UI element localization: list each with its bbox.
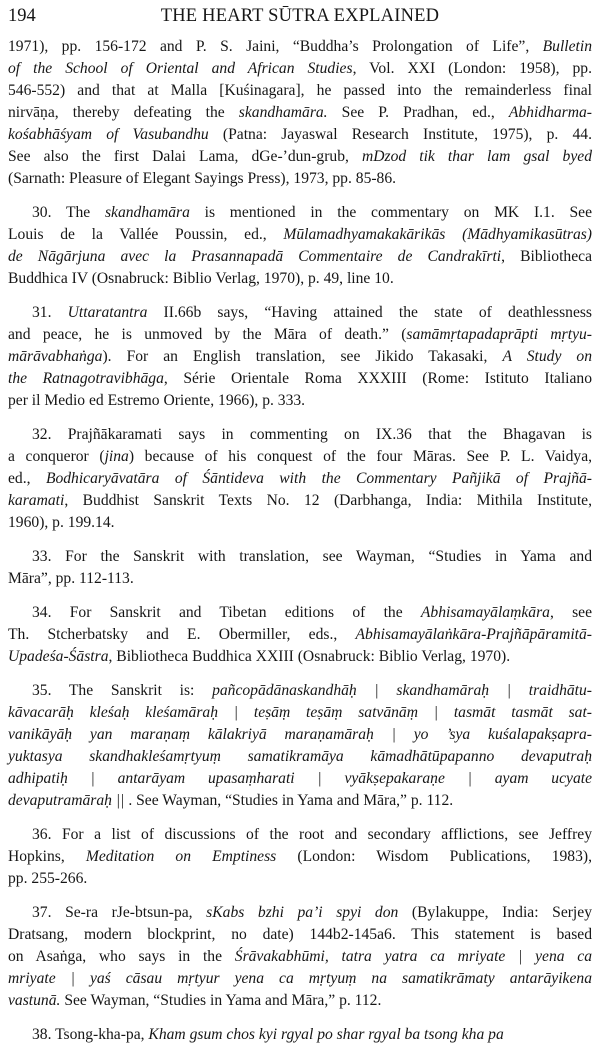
text-line — [8, 568, 592, 590]
italic-text: the Ratnagotravibhāga — [8, 370, 164, 387]
italic-text: of the School of Oriental and African Studies — [8, 60, 353, 77]
text-line — [8, 846, 592, 868]
text-run: 36. For a list of discussions of the root and secondary afflictions, see Jeffrey — [32, 826, 592, 843]
text-line — [8, 390, 592, 412]
text-line — [8, 946, 592, 968]
text-line — [8, 102, 592, 124]
italic-text: A Study on — [502, 348, 592, 365]
text-run: 35. The Sanskrit is: — [32, 682, 213, 699]
italic-text: vastunā. — [8, 992, 61, 1009]
text-line — [8, 324, 592, 346]
text-run: per il Medio ed Estremo Oriente, 1966), p. 333. — [8, 392, 306, 409]
text-run: 31. — [32, 304, 68, 321]
italic-text: mārāvabhaṅga — [8, 348, 103, 365]
text-run: is mentioned in the commentary on MK I.1. See — [189, 204, 592, 221]
text-run: , Vol. XXI (London: 1958), pp. — [352, 60, 592, 77]
text-run: , Série Orientale Roma XXXIII (Rome: Istituto Italiano — [163, 370, 593, 387]
text-run: 34. For Sanskrit and Tibetan editions of the — [32, 604, 421, 621]
italic-text: skandhamāra. — [238, 104, 328, 121]
italic-text: yuktasya skandhakleśamṛtyuṃ samatikramāya kāmadhātūpapanno devaputraḥ — [8, 748, 592, 765]
text-line — [8, 424, 592, 446]
italic-text: karamati — [8, 492, 65, 509]
text-run: Māra”, pp. 112-113. — [8, 570, 134, 587]
italic-text: Bodhicaryāvatāra of Śāntideva with the Commentary Pañjikā of Prajñā- — [45, 470, 592, 487]
endnote-32 — [8, 424, 592, 534]
text-run: 30. The — [32, 204, 105, 221]
italic-text: Abhidharma- — [508, 104, 592, 121]
text-line — [8, 36, 592, 58]
text-run: , Bibliotheca — [501, 248, 592, 265]
text-line — [8, 80, 592, 102]
text-run: (Patna: Jayaswal Research Institute, 1975), p. 44. — [208, 126, 592, 143]
text-line — [8, 490, 592, 512]
text-line — [8, 202, 592, 224]
text-line — [8, 968, 592, 990]
text-line — [8, 124, 592, 146]
italic-text: de Nāgārjuna avec la Prasannapadā Commentaire de Candrakīrti — [8, 248, 502, 265]
text-line — [8, 602, 592, 624]
text-run: pp. 255-266. — [8, 870, 88, 887]
text-run: . See Wayman, “Studies in Yama and Māra,” p. 112. — [124, 792, 454, 809]
text-run: (Sarnath: Pleasure of Elegant Sayings Press), 1973, pp. 85-86. — [8, 170, 397, 187]
text-line — [8, 768, 592, 790]
text-line — [8, 302, 592, 324]
text-line — [8, 680, 592, 702]
italic-text: skandhamāra — [104, 204, 190, 221]
note-continuation — [8, 36, 592, 190]
text-run: See also the first Dalai Lama, dGe-’dun-grub, — [8, 148, 362, 165]
text-line — [8, 868, 592, 890]
text-run: ). For an English translation, see Jikido Takasaki, — [102, 348, 503, 365]
text-run: 37. Se-ra rJe-btsun-pa, — [32, 904, 207, 921]
text-run: See Wayman, “Studies in Yama and Māra,” p. 112. — [60, 992, 382, 1009]
italic-text: devaputramāraḥ || — [8, 792, 125, 809]
text-line — [8, 724, 592, 746]
text-run: 33. For the Sanskrit with translation, see Wayman, “Studies in Yama and — [32, 548, 592, 565]
text-run: 32. Prajñākaramati says in commenting on IX.36 that the Bhagavan is — [32, 426, 592, 443]
text-run: II.66b says, “Having attained the state of deathlessness — [147, 304, 592, 321]
text-run: a conqueror ( — [8, 448, 105, 465]
text-run: Dratsang, modern blockprint, no date) 144b2-145a6. This statement is based — [8, 926, 592, 943]
italic-text: sKabs bzhi pa’i spyi don — [206, 904, 399, 921]
text-line — [8, 746, 592, 768]
text-run: 1971), pp. 156-172 and P. S. Jaini, “Buddha’s Prolongation of Life”, — [8, 38, 543, 55]
italic-text: jina — [104, 448, 129, 465]
text-run: on Asaṅga, who says in the — [8, 948, 235, 965]
text-line — [8, 790, 592, 812]
text-run: , Bibliotheca Buddhica XXIII (Osnabruck: Biblio Verlag, 1970). — [108, 648, 511, 665]
endnote-31 — [8, 302, 592, 412]
page-header — [8, 4, 592, 28]
text-line — [8, 58, 592, 80]
text-line — [8, 168, 592, 190]
text-line — [8, 546, 592, 568]
endnote-37 — [8, 902, 592, 1012]
text-line — [8, 446, 592, 468]
endnote-35 — [8, 680, 592, 812]
endnote-34 — [8, 602, 592, 668]
italic-text: samāmṛtapadaprāpti mṛtyu- — [406, 326, 592, 343]
italic-text: mriyate | yaś cāsau mṛtyur yena ca mṛtyuṃ na samatikrāmaty antarāyikena — [8, 970, 592, 987]
italic-text: mDzod tik thar lam gsal byed — [361, 148, 592, 165]
italic-text: Meditation on Emptiness — [85, 848, 277, 865]
italic-text: Śrāvakabhūmi, tatra yatra ca mriyate | yena ca — [234, 948, 592, 965]
endnotes-body — [8, 36, 592, 1046]
text-run: Hopkins, — [8, 848, 86, 865]
text-run: (Bylakuppe, India: Serjey — [398, 904, 592, 921]
text-run: 546-552) and that at Malla [Kuśinagara], he passed into the remainderless final — [8, 82, 592, 99]
text-line — [8, 702, 592, 724]
text-line — [8, 924, 592, 946]
text-line — [8, 146, 592, 168]
text-run: Th. Stcherbatsky and E. Obermiller, eds., — [8, 626, 356, 643]
italic-text: Upadeśa-Śāstra — [8, 648, 109, 665]
italic-text: Uttaratantra — [67, 304, 148, 321]
text-run: Buddhica IV (Osnabruck: Biblio Verlag, 1970), p. 49, line 10. — [8, 270, 394, 287]
text-run: ed., — [8, 470, 46, 487]
text-run: , Buddhist Sanskrit Texts No. 12 (Darbhanga, India: Mithila Institute, — [64, 492, 592, 509]
endnote-33 — [8, 546, 592, 590]
endnote-38 — [8, 1024, 592, 1046]
text-line — [8, 646, 592, 668]
text-line — [8, 346, 592, 368]
text-run: 38. Tsong-kha-pa, — [32, 1026, 149, 1043]
text-run: ) because of his conquest of the four Māras. See P. L. Vaidya, — [128, 448, 593, 465]
text-run: and peace, he is unmoved by the Māra of death.” ( — [8, 326, 407, 343]
text-line — [8, 902, 592, 924]
endnote-36 — [8, 824, 592, 890]
italic-text: kāvacarāḥ kleśaḥ kleśamāraḥ | teṣāṃ teṣāṃ satvānāṃ | tasmāt tasmāt sat- — [8, 704, 592, 721]
italic-text: pañcopādānaskandhāḥ | skandhamāraḥ | traidhātu- — [212, 682, 592, 699]
text-run: 1960), p. 199.14. — [8, 514, 115, 531]
text-line — [8, 824, 592, 846]
text-run: Louis de la Vallée Poussin, ed., — [8, 226, 284, 243]
running-title: THE HEART SŪTRA EXPLAINED — [160, 6, 440, 26]
text-line — [8, 1024, 592, 1046]
text-run: See P. Pradhan, ed., — [327, 104, 509, 121]
italic-text: Abhisamayālaṃkāra — [420, 604, 550, 621]
text-run: , see — [549, 604, 592, 621]
text-line — [8, 268, 592, 290]
italic-text: Abhisamayālaṅkāra-Prajñāpāramitā- — [355, 626, 592, 643]
italic-text: Mūlamadhyamakakārikās (Mādhyamikasūtras) — [283, 226, 592, 243]
text-line — [8, 468, 592, 490]
text-line — [8, 368, 592, 390]
text-line — [8, 624, 592, 646]
italic-text: Bulletin — [542, 38, 592, 55]
text-line — [8, 224, 592, 246]
italic-text: vanikāyāḥ yan maraṇaṃ kālakriyā maraṇamāraḥ | yo ’sya kuśalapakṣapra- — [8, 726, 592, 743]
text-line — [8, 990, 592, 1012]
text-line — [8, 512, 592, 534]
text-line — [8, 246, 592, 268]
endnote-30 — [8, 202, 592, 290]
page-number: 194 — [8, 6, 36, 26]
italic-text: adhipatiḥ | antarāyam upasaṃharati | vyākṣepakaraṇe | ayam ucyate — [8, 770, 592, 787]
italic-text: Kham gsum chos kyi rgyal po shar rgyal ba tsong kha pa — [148, 1026, 504, 1043]
italic-text: kośabhāśyam of Vasubandhu — [8, 126, 209, 143]
text-run: nirvāṇa, thereby defeating the — [8, 104, 239, 121]
text-run: (London: Wisdom Publications, 1983), — [276, 848, 592, 865]
